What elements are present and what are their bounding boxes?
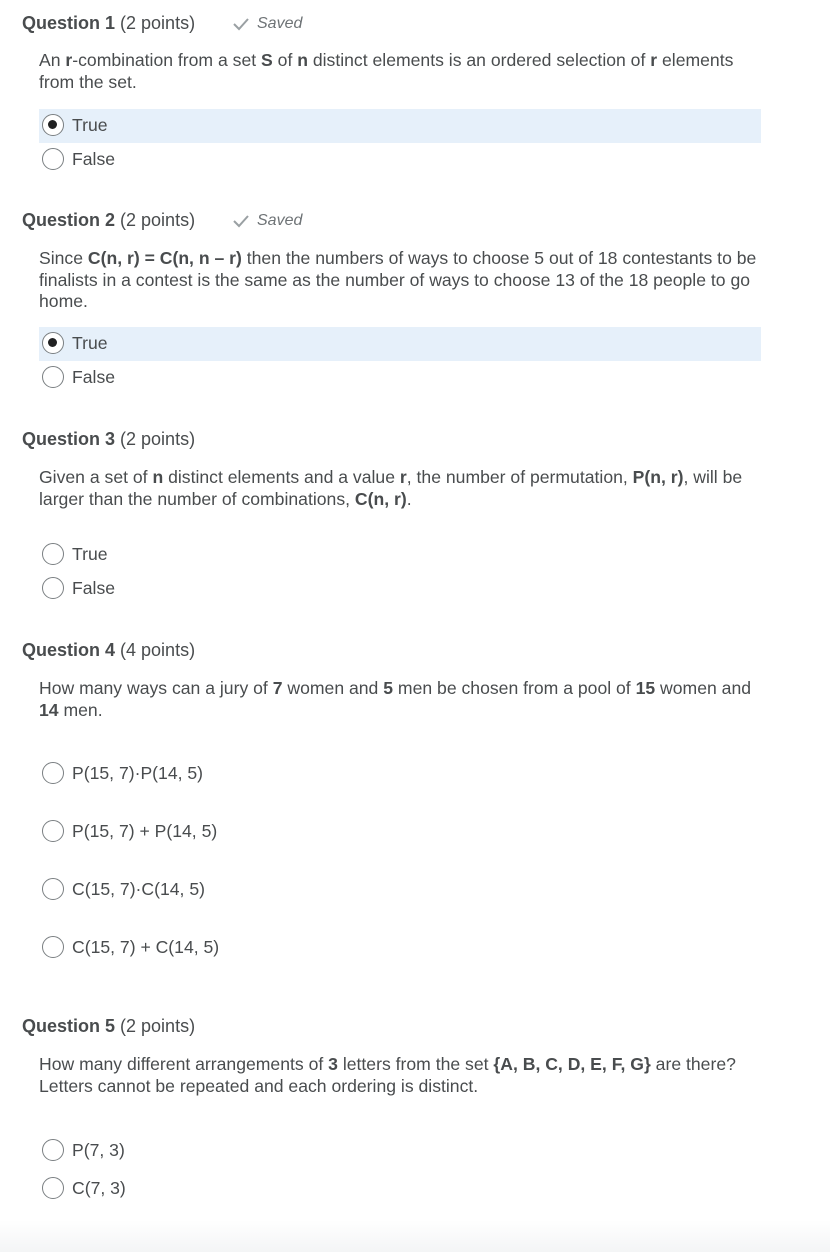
question-prompt <box>39 1054 759 1097</box>
option-label: True <box>72 333 108 353</box>
radio-selected-dot <box>48 338 57 347</box>
prompt-text: men be chosen from a pool of <box>393 678 636 698</box>
page-footer-fade <box>0 1220 830 1252</box>
question-title: Question 5 <box>22 1016 116 1036</box>
prompt-text: How many ways can a jury of <box>39 678 273 698</box>
question-title: Question 1 <box>22 13 116 33</box>
question-points: (4 points) <box>120 640 196 660</box>
prompt-text: Given a set of <box>39 467 153 487</box>
radio-button[interactable] <box>42 1177 64 1199</box>
question-points: (2 points) <box>120 429 196 449</box>
question-title: Question 3 <box>22 429 116 449</box>
radio-button[interactable] <box>42 332 64 354</box>
prompt-text: elements from the set. <box>39 50 734 92</box>
question-header <box>22 210 195 231</box>
prompt-bold-term: 14 <box>39 699 59 720</box>
saved-status: Saved <box>257 15 302 33</box>
question-header <box>22 13 195 34</box>
radio-button[interactable] <box>42 114 64 136</box>
prompt-text: , will be larger than the number of combinations, <box>39 467 743 509</box>
option-label: P(15, 7)·P(14, 5) <box>72 763 204 783</box>
prompt-text: women and <box>655 678 752 698</box>
answer-option[interactable] <box>39 143 761 177</box>
option-label: False <box>72 578 116 598</box>
question-prompt <box>39 50 759 93</box>
prompt-text: distinct elements is an ordered selection of <box>307 50 651 70</box>
answer-option[interactable] <box>39 873 761 907</box>
prompt-bold-term: 15 <box>635 678 656 698</box>
radio-button[interactable] <box>42 936 64 958</box>
prompt-bold-term: n <box>297 50 308 70</box>
prompt-text: , the number of permutation, <box>406 467 633 487</box>
prompt-bold-term: C(n, r) = C(n, n – r) <box>87 248 242 268</box>
radio-selected-dot <box>48 120 57 129</box>
radio-button[interactable] <box>42 577 64 599</box>
prompt-bold-term: 7 <box>272 678 283 698</box>
question-header <box>22 1016 195 1037</box>
prompt-bold-term: r <box>399 467 407 487</box>
option-label: False <box>72 367 116 387</box>
option-label: True <box>72 115 108 135</box>
answer-option[interactable] <box>39 757 761 791</box>
answer-option[interactable] <box>39 538 761 572</box>
prompt-text: -combination from a set <box>72 50 262 70</box>
prompt-text: men. <box>58 699 103 720</box>
radio-button[interactable] <box>42 1139 64 1161</box>
radio-button[interactable] <box>42 820 64 842</box>
radio-button[interactable] <box>42 878 64 900</box>
question-title: Question 4 <box>22 640 116 660</box>
question-points: (2 points) <box>120 210 196 230</box>
checkmark-icon <box>232 17 250 31</box>
question-header <box>22 429 195 450</box>
answer-option[interactable] <box>39 1172 761 1206</box>
radio-button[interactable] <box>42 762 64 784</box>
prompt-bold-term: r <box>65 50 73 70</box>
prompt-bold-term: n <box>152 467 164 487</box>
option-label: P(7, 3) <box>72 1140 125 1160</box>
question-prompt <box>39 248 759 313</box>
answer-option[interactable] <box>39 361 761 395</box>
option-label: C(15, 7) + C(14, 5) <box>72 937 220 957</box>
prompt-text: are there? Letters cannot be repeated and each ordering is distinct. <box>39 1054 736 1096</box>
answer-option[interactable] <box>39 572 761 606</box>
answer-option[interactable] <box>39 815 761 849</box>
prompt-text: How many different arrangements of <box>39 1054 329 1074</box>
prompt-text: of <box>272 50 298 70</box>
question-points: (2 points) <box>120 13 196 33</box>
answer-option[interactable] <box>39 327 761 361</box>
prompt-bold-term: C(n, r) <box>354 488 407 509</box>
question-title: Question 2 <box>22 210 116 230</box>
question-prompt <box>39 678 759 721</box>
saved-status: Saved <box>257 212 302 230</box>
prompt-bold-term: r <box>650 50 658 70</box>
prompt-text: . <box>406 488 412 509</box>
prompt-bold-term: 3 <box>328 1054 338 1074</box>
answer-option[interactable] <box>39 109 761 143</box>
checkmark-icon <box>232 214 250 228</box>
prompt-bold-term: S <box>261 50 273 70</box>
radio-button[interactable] <box>42 543 64 565</box>
option-label: False <box>72 149 116 169</box>
question-header <box>22 640 195 661</box>
prompt-bold-term: 5 <box>383 678 394 698</box>
prompt-text: distinct elements and a value <box>163 467 400 487</box>
prompt-text: women and <box>282 678 384 698</box>
prompt-text: then the numbers of ways to choose 5 out of 18 contestants to be finalists in a contest is the same as the number of ways to choose 13 of the 18 people to go home. <box>39 248 757 311</box>
question-points: (2 points) <box>120 1016 196 1036</box>
question-prompt <box>39 467 759 510</box>
prompt-text: An <box>39 50 66 70</box>
answer-option[interactable] <box>39 1134 761 1168</box>
prompt-text: Since <box>39 248 88 268</box>
option-label: True <box>72 544 108 564</box>
radio-button[interactable] <box>42 148 64 170</box>
option-label: C(15, 7)·C(14, 5) <box>72 879 205 899</box>
option-label: P(15, 7) + P(14, 5) <box>72 821 218 841</box>
option-label: C(7, 3) <box>72 1178 126 1198</box>
prompt-bold-term: {A, B, C, D, E, F, G} <box>493 1054 651 1074</box>
prompt-bold-term: P(n, r) <box>632 467 684 487</box>
answer-option[interactable] <box>39 931 761 965</box>
radio-button[interactable] <box>42 366 64 388</box>
prompt-text: letters from the set <box>337 1054 494 1074</box>
